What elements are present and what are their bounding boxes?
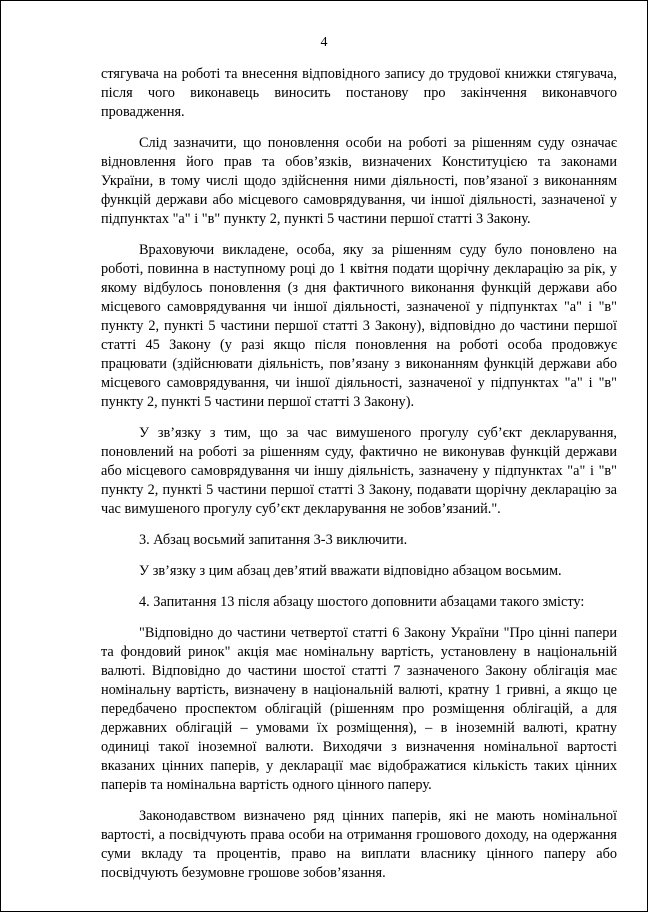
paragraph: 4. Запитання 13 після абзацу шостого доповнити абзацами такого змісту: [139, 594, 585, 610]
paragraph: 3. Абзац восьмий запитання 3-3 виключити. [139, 532, 408, 548]
paragraph: Слід зазначити, що поновлення особи на роботі за рішенням суду означає відновлення його прав та обов’язків, визначених Конституцією та законами України, в тому числі щодо здійснення ними діяльності, пов’язаної з виконанням функцій держави або місцевого самоврядування, чи іншої діяльності, зазначеної у підпунктах "а" і "в" пункту 2, пункті 5 частини першої статті 3 Закону. [101, 135, 617, 227]
paragraph: У зв’язку з тим, що за час вимушеного прогулу суб’єкт декларування, поновлений на роботі за рішенням суду, фактично не виконував функцій держави або місцевого самоврядування чи іншу діяльність, зазначену у підпунктах "а" і "в" пункту 2, пункті 5 частини першої статті 3 Закону, подавати щорічну декларацію за час вимушеного прогулу суб’єкт декларування не зобов’язаний.". [101, 425, 617, 517]
paragraph: У зв’язку з цим абзац дев’ятий вважати відповідно абзацом восьмим. [139, 563, 562, 579]
paragraph: Законодавством визначено ряд цінних паперів, які не мають номінальної вартості, а посвідчують права особи на отримання грошового доходу, на одержання суми вкладу та процентів, право на виплати власнику цінного паперу або посвідчують безумовне грошове зобов’язання. [101, 808, 617, 881]
paragraph: "Відповідно до частини четвертої статті 6 Закону України "Про цінні папери та фондовий ринок" акція має номінальну вартість, установлену в національній валюті. Відповідно до частини шостої статті 7 зазначеного Закону облігація має номінальну вартість, визначену в національній валюті, кратну 1 гривні, а якщо це передбачено проспектом облігацій (рішенням про розміщення облігацій, а для державних облігацій – умовами їх розміщення), – в іноземній валюті, кратну одиниці такої іноземної валюти. Виходячи з визначення номінальної вартості вказаних цінних паперів, у декларації має відображатися кількість таких цінних паперів та номінальна вартість одного цінного паперу. [101, 625, 617, 793]
paragraph: Враховуючи викладене, особа, яку за рішенням суду було поновлено на роботі, повинна в наступному році до 1 квітня подати щорічну декларацію за рік, у якому відбулось поновлення (з дня фактичного виконання функцій держави або місцевого самоврядування чи іншої діяльності, зазначеної у підпунктах "а" і "в" пункту 2, пункті 5 частини першої статті 3 Закону), відповідно до частини першої статті 45 Закону (у разі якщо після поновлення на роботі особа продовжує працювати (здійснювати діяльність, пов’язану з виконанням функцій держави або місцевого самоврядування, чи іншої діяльності, зазначеної у підпунктах "а" і "в" пункту 2, пункті 5 частини першої статті 3 Закону). [101, 242, 617, 410]
document-body [101, 65, 617, 895]
paragraph-continuation: стягувача на роботі та внесення відповідного запису до трудової книжки стягувача, після чого виконавець виносить постанову про закінчення виконавчого провадження. [101, 66, 617, 120]
page-number: 4 [320, 35, 328, 50]
